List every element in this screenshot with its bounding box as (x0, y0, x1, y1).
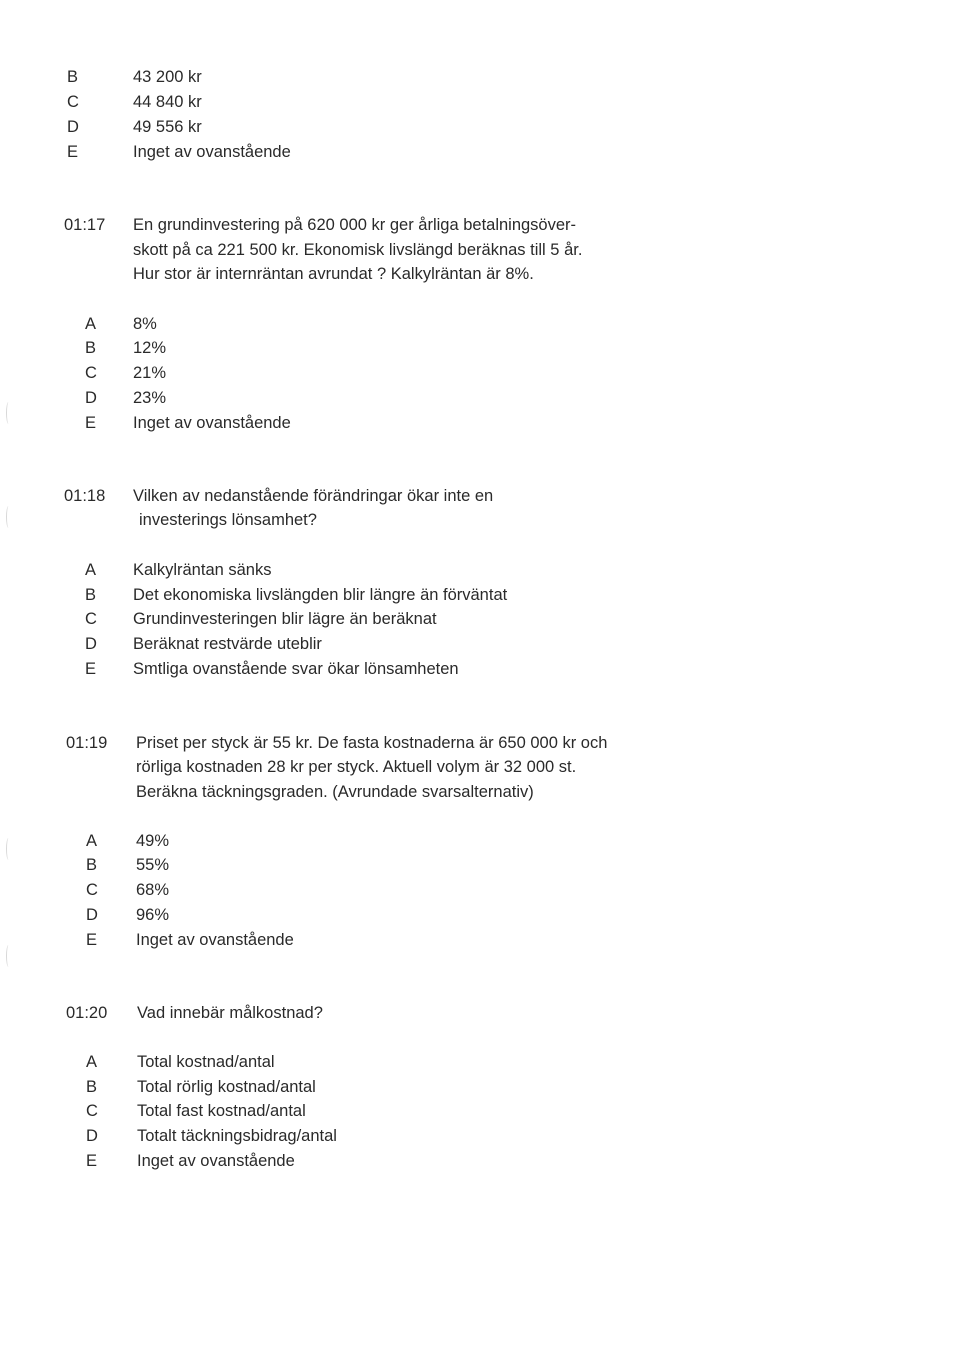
option-letter: A (86, 1053, 98, 1071)
scan-artifact (6, 945, 11, 967)
option-text: Inget av ovanstående (133, 414, 291, 432)
option-letter: C (85, 610, 97, 628)
option-text: Grundinvesteringen blir lägre än beräknat (133, 610, 437, 628)
question-text-line: Vilken av nedanstående förändringar ökar inte en (133, 487, 494, 505)
option-letter: E (85, 414, 97, 432)
option-letter: C (85, 364, 97, 382)
option-letter: C (86, 881, 98, 899)
question-text-line: investerings lönsamhet? (139, 511, 317, 529)
option-text: 55% (136, 856, 170, 874)
scan-artifact (6, 838, 11, 860)
question-text-line: En grundinvestering på 620 000 kr ger årliga betalningsöver- (133, 216, 577, 234)
option-letter: E (86, 931, 98, 949)
option-text: 12% (133, 339, 167, 357)
option-text: Total rörlig kostnad/antal (137, 1078, 316, 1096)
option-text: 8% (133, 315, 157, 333)
option-text: 49 556 kr (133, 118, 202, 136)
option-text: Inget av ovanstående (133, 143, 291, 161)
question-text-line: Beräkna täckningsgraden. (Avrundade svarsalternativ) (136, 783, 534, 801)
question-number: 01:18 (64, 487, 106, 505)
question-text-line: skott på ca 221 500 kr. Ekonomisk livslängd beräknas till 5 år. (133, 241, 583, 259)
option-text: 44 840 kr (133, 93, 202, 111)
option-text: Inget av ovanstående (136, 931, 294, 949)
option-letter: B (86, 856, 98, 874)
option-letter: C (67, 93, 79, 111)
option-text: Total kostnad/antal (137, 1053, 275, 1071)
option-text: Beräknat restvärde uteblir (133, 635, 322, 653)
option-letter: E (85, 660, 97, 678)
option-text: 49% (136, 832, 170, 850)
option-text: 21% (133, 364, 167, 382)
option-letter: D (86, 1127, 98, 1145)
option-text: 96% (136, 906, 170, 924)
question-text-line: Vad innebär målkostnad? (137, 1004, 323, 1022)
option-text: Totalt täckningsbidrag/antal (137, 1127, 337, 1145)
option-text: 43 200 kr (133, 68, 202, 86)
option-letter: D (85, 635, 97, 653)
question-text-line: Priset per styck är 55 kr. De fasta kostnaderna är 650 000 kr och (136, 734, 608, 752)
option-letter: D (85, 389, 97, 407)
option-letter: A (85, 561, 97, 579)
option-letter: D (67, 118, 79, 136)
option-letter: E (86, 1152, 98, 1170)
option-text: 68% (136, 881, 170, 899)
option-letter: B (86, 1078, 98, 1096)
option-text: 23% (133, 389, 167, 407)
option-letter: E (67, 143, 79, 161)
question-text-line: Hur stor är internräntan avrundat ? Kalkylräntan är 8%. (133, 265, 534, 283)
option-letter: A (86, 832, 98, 850)
scan-artifact (6, 402, 11, 424)
option-text: Inget av ovanstående (137, 1152, 295, 1170)
option-text: Det ekonomiska livslängden blir längre än förväntat (133, 586, 508, 604)
question-number: 01:17 (64, 216, 106, 234)
option-letter: C (86, 1102, 98, 1120)
option-letter: A (85, 315, 97, 333)
option-text: Total fast kostnad/antal (137, 1102, 306, 1120)
option-letter: D (86, 906, 98, 924)
scan-artifact (6, 506, 11, 528)
question-number: 01:19 (66, 734, 108, 752)
question-number: 01:20 (66, 1004, 108, 1022)
option-letter: B (85, 586, 97, 604)
option-text: Smtliga ovanstående svar ökar lönsamheten (133, 660, 459, 678)
option-letter: B (67, 68, 79, 86)
option-text: Kalkylräntan sänks (133, 561, 272, 579)
question-text-line: rörliga kostnaden 28 kr per styck. Aktuell volym är 32 000 st. (136, 758, 577, 776)
option-letter: B (85, 339, 97, 357)
